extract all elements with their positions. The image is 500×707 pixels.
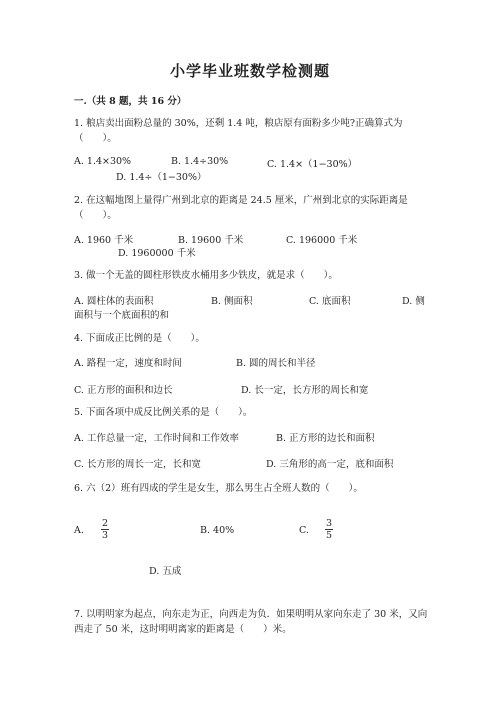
question-5-stem: 5. 下面各项中成反比例关系的是（ ）。: [74, 407, 253, 418]
q6-option-c-label: C.: [299, 525, 309, 536]
question-1-stem: 1. 粮店卖出面粉总量的 30%，还剩 1.4 吨，粮店原有面粉多少吨?正确算式为（ ）。: [74, 118, 403, 144]
question-2-stem: 2. 在这幅地图上量得广州到北京的距离是 24.5 厘米，广州到北京的实际距离是（ ）。: [74, 195, 408, 221]
q3-option-b: B. 侧面积: [211, 296, 253, 307]
q1-option-b: B. 1.4÷30%: [171, 156, 229, 167]
page-title: 小学毕业班数学检测题: [169, 62, 330, 80]
q1-option-d: D. 1.4÷（1−30%）: [116, 172, 207, 183]
q2-option-c: C. 196000 千米: [286, 235, 358, 246]
q2-option-d: D. 1960000 千米: [118, 248, 196, 259]
q6-option-d: D. 五成: [149, 566, 182, 577]
q5-option-b: B. 正方形的边长和面积: [276, 433, 375, 444]
q4-option-b: B. 圆的周长和半径: [236, 358, 316, 369]
question-3-stem: 3. 做一个无盖的圆柱形铁皮水桶用多少铁皮，就是求（ ）。: [74, 270, 338, 281]
q6-option-b: B. 40%: [200, 525, 235, 536]
q6-option-a-fraction: [101, 518, 109, 541]
q4-option-c: C. 正方形的面积和边长: [74, 385, 173, 396]
q4-option-d: D. 长一定，长方形的周长和宽: [241, 385, 369, 396]
q6-option-c-numerator: 3: [325, 518, 333, 529]
q1-option-a: A. 1.4×30%: [74, 156, 132, 167]
q5-option-a: A. 工作总量一定，工作时间和工作效率: [74, 433, 239, 444]
q6-option-a-label: A.: [74, 525, 84, 536]
q2-option-a: A. 1960 千米: [74, 235, 134, 246]
q3-option-a: A. 圆柱体的表面积: [74, 296, 154, 307]
q5-option-d: D. 三角形的高一定，底和面积: [266, 459, 394, 470]
q6-option-a-denominator: 3: [101, 530, 109, 541]
question-7-stem: 7. 以明明家为起点，向东走为正，向西走为负．如果明明从家向东走了 30 米，又向西走了 50 米，这时明明离家的距离是（ ）米。: [74, 609, 428, 635]
q1-option-c: C. 1.4×（1−30%）: [267, 159, 358, 170]
q5-option-c: C. 长方形的周长一定，长和宽: [74, 459, 201, 470]
q3-option-d-continued: 面积与一个底面积的和: [74, 310, 170, 321]
q3-option-c: C. 底面积: [309, 296, 351, 307]
q6-option-c-denominator: 5: [325, 530, 333, 541]
q6-option-c-fraction: [325, 518, 333, 541]
question-4-stem: 4. 下面成正比例的是（ ）。: [74, 333, 205, 344]
q2-option-b: B. 19600 千米: [178, 235, 244, 246]
q6-option-a-numerator: 2: [101, 518, 109, 529]
q4-option-a: A. 路程一定，速度和时间: [74, 358, 182, 369]
q3-option-d: D. 侧: [402, 296, 425, 307]
section-heading: 一.（共 8 题，共 16 分）: [74, 96, 187, 107]
question-6-stem: 6. 六（2）班有四成的学生是女生，那么男生占全班人数的（ ）。: [74, 483, 363, 494]
